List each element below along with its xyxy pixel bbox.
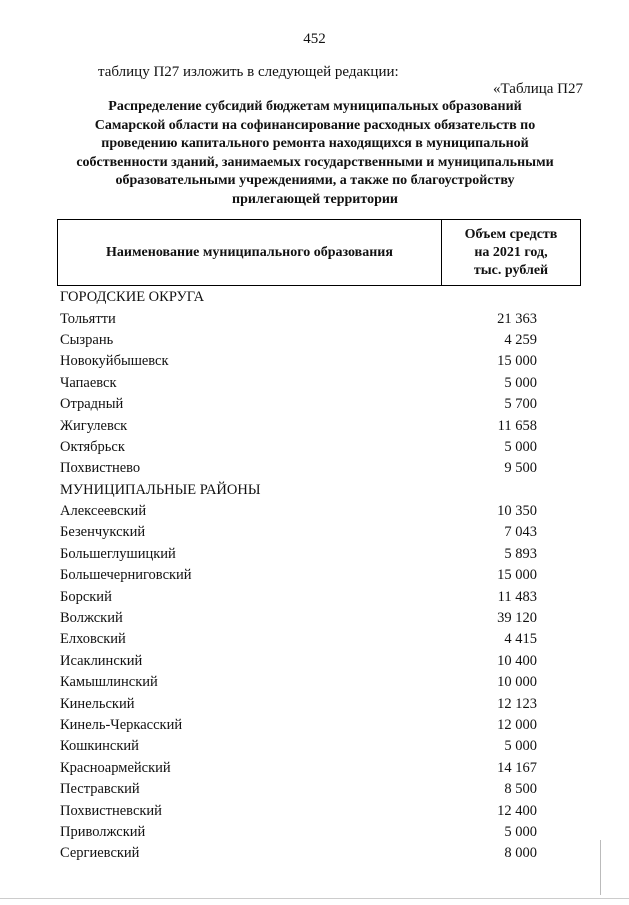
table-row [60,586,580,607]
intro-text: таблицу П27 изложить в следующей редакции: [98,64,399,80]
table-reference: «Таблица П27 [493,81,583,97]
table-row [60,693,580,714]
municipality-name: Жигулевск [60,417,128,434]
subsidy-amount: 8 000 [504,845,537,862]
subsidy-amount: 7 043 [504,524,537,541]
table-row [60,458,580,479]
subsidy-amount: 11 658 [497,417,537,434]
title-line: проведению капитального ремонта находящихся в муниципальной [101,136,529,151]
municipality-name: Большеглушицкий [60,545,176,562]
subsidy-amount: 4 259 [504,331,537,348]
subsidy-amount: 4 415 [504,631,537,648]
table-row [60,715,580,736]
table-row [60,843,580,864]
municipality-name: Приволжский [60,823,146,840]
document-title [50,98,580,209]
table-row [60,437,580,458]
subsidy-amount: 10 400 [497,652,537,669]
subsidy-amount: 5 000 [504,738,537,755]
page-number: 452 [303,31,326,47]
subsidy-amount: 39 120 [497,610,537,627]
section-heading: ГОРОДСКИЕ ОКРУГА [60,289,205,306]
subsidy-amount: 15 000 [497,567,537,584]
subsidy-amount: 5 700 [504,396,537,413]
table-body [60,287,580,865]
municipality-name: Исаклинский [60,652,143,669]
subsidy-amount: 12 400 [497,802,537,819]
municipality-name: Кинельский [60,695,135,712]
subsidy-amount: 21 363 [497,310,537,327]
table-header [57,219,581,286]
subsidy-amount: 5 893 [504,545,537,562]
table-row [60,800,580,821]
table-row [60,822,580,843]
municipality-name: Похвистнево [60,460,141,477]
municipality-name: Борский [60,588,112,605]
table-row [60,373,580,394]
municipality-name: Волжский [60,610,123,627]
title-line: собственности зданий, занимаемых государственными и муниципальными [76,154,554,170]
scan-bottom-edge [0,898,629,899]
municipality-name: Красноармейский [60,759,171,776]
scan-edge-mark [600,840,601,895]
subsidy-amount: 14 167 [497,759,537,776]
table-row [60,672,580,693]
subsidy-amount: 8 500 [504,781,537,798]
subsidy-amount: 12 000 [497,717,537,733]
subsidy-amount: 9 500 [504,460,537,477]
municipality-name: Чапаевск [60,374,117,391]
table-row [60,544,580,565]
title-line: прилегающей территории [232,191,398,207]
municipality-name: Кошкинский [60,738,139,755]
municipality-name: Елховский [60,631,126,648]
municipality-name: Октябрьск [60,438,125,455]
table-row [60,736,580,757]
header-value-column: Объем средств на 2021 год, тыс. рублей [464,226,558,278]
table-row [60,330,580,351]
municipality-name: Кинель-Черкасский [60,717,183,733]
municipality-name: Алексеевский [60,503,147,520]
subsidy-amount: 11 483 [497,588,537,605]
subsidy-amount: 5 000 [504,374,537,391]
municipality-name: Новокуйбышевск [60,353,169,370]
table-row [60,779,580,800]
table-row [60,394,580,415]
municipality-name: Сергиевский [60,845,140,862]
municipality-name: Безенчукский [60,524,146,541]
title-line: образовательными учреждениями, а также по благоустройству [115,173,515,188]
table-row [60,758,580,779]
subsidy-amount: 12 123 [497,695,537,712]
subsidy-amount: 5 000 [504,823,537,840]
table-row [60,565,580,586]
table-row [60,651,580,672]
header-name-column: Наименование муниципального образования [58,220,442,285]
municipality-name: Сызрань [60,331,114,348]
title-line: Самарской области на софинансирование расходных обязательств по [94,117,536,133]
table-row [60,629,580,650]
municipality-name: Отрадный [60,396,124,413]
table-row [60,522,580,543]
municipality-name: Пестравский [60,781,140,798]
title-line: Распределение субсидий бюджетам муниципальных образований [108,99,522,114]
subsidy-amount: 15 000 [497,353,537,370]
table-row [60,608,580,629]
municipality-name: Большечерниговский [60,567,192,584]
municipality-name: Похвистневский [60,802,162,819]
municipality-name: Тольятти [60,310,116,327]
municipality-name: Камышлинский [60,674,158,691]
subsidy-amount: 10 000 [497,674,537,691]
section-heading: МУНИЦИПАЛЬНЫЕ РАЙОНЫ [60,481,261,498]
subsidy-amount: 5 000 [504,438,537,455]
table-row [60,308,580,329]
table-row [60,351,580,372]
table-row [60,501,580,522]
subsidy-amount: 10 350 [497,503,537,520]
table-row [60,415,580,436]
